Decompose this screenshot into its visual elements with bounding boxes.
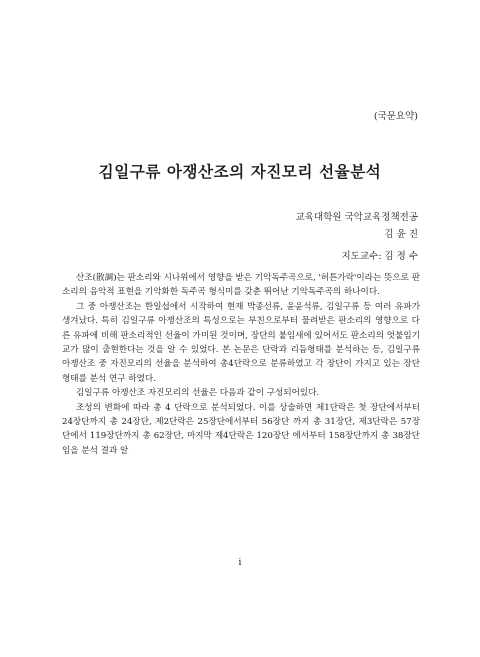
- author-affiliation: 교육대학원 국악교육정책전공: [295, 212, 418, 223]
- page-number: i: [238, 558, 242, 568]
- abstract-body: [62, 271, 420, 458]
- body-paragraph: 산조(散調)는 판소리와 시나위에서 영향을 받은 기악독주곡으로, '허튼가락'이라는 뜻으로 판소리의 음악적 표현을 기악화한 독주곡 형식미를 갖춘 뛰어난 기악독주곡의 하나이다.: [62, 273, 420, 298]
- page-title: 김일구류 아쟁산조의 자진모리 선율분석: [98, 162, 382, 181]
- body-paragraph: 조성의 변화에 따라 총 4 단락으로 분석되었다. 이를 상술하면 제1단락은 첫 장단에서부터 24장단까지 총 24장단, 제2단락은 25장단에서부터 56장단 까지 총 31장단, 제3단락은 57장단에서 119장단까지 총 62장단, 마지막 제4단락은 120장단 에서부터 158장단까지 총 38장단임을 분석 결과 알: [62, 402, 420, 456]
- abstract-label: (국문요약): [373, 111, 418, 122]
- body-paragraph: 김일구류 아쟁산조 자진모리의 선율은 다음과 같이 구성되어있다.: [76, 388, 320, 399]
- author-name: 김 윤 진: [384, 229, 418, 240]
- advisor-name: 지도교수: 김 정 수: [341, 251, 418, 262]
- body-paragraph: 그 중 아쟁산조는 한일섭에서 시작하여 현재 박종선류, 윤윤석류, 김일구류 등 여러 유파가 생겨났다. 특히 김일구류 아쟁산조의 특성으로는 부친으로부터 물려받은 판소리의 영향으로 다른 유파에 비해 판소리적인 선율이 가미된 것이며, 장단의 붙임새에 있어서도 판소리의 엇붙임기교가 많이 출현한다는 것을 알 수 있었다. 본 논문은 단락과 리듬형태를 분석하는 등, 김일구류 아쟁산조 중 자진모리의 선율을 분석하여 총4단락으로 분류하였고 각 장단이 가지고 있는 장단 형태를 분석 연구 하였다.: [62, 301, 420, 384]
